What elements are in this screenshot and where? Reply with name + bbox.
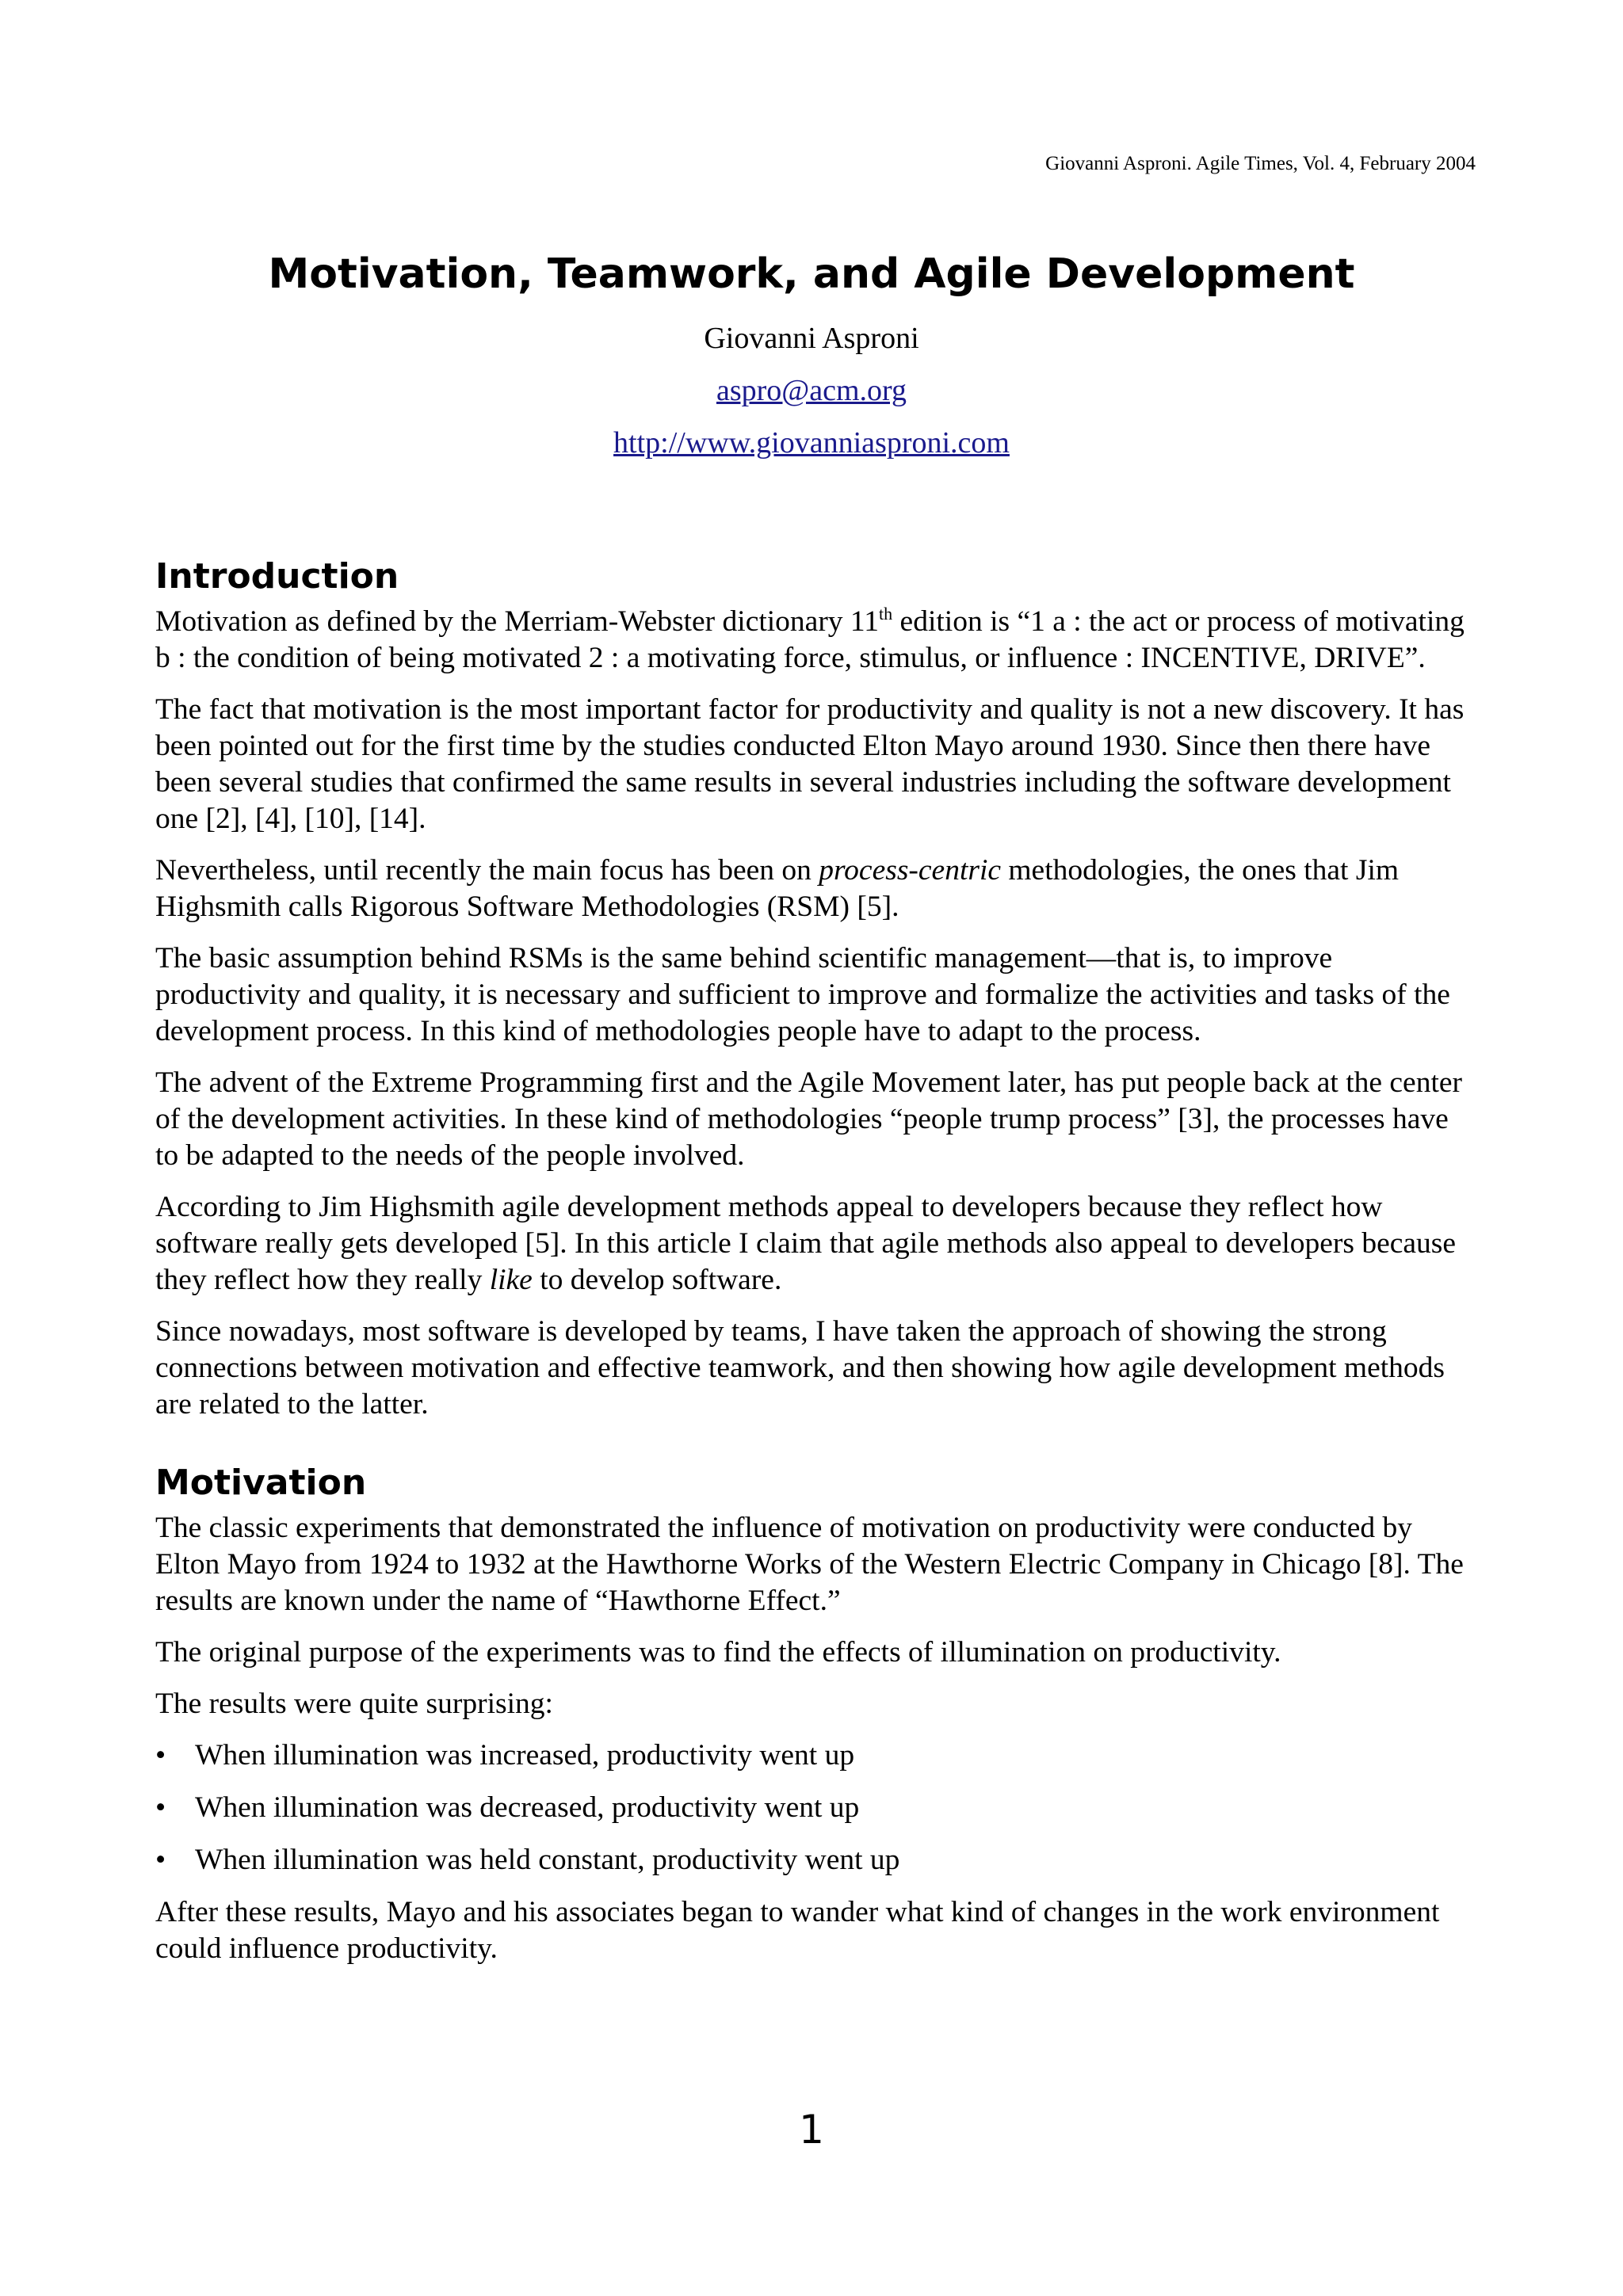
paragraph: The classic experiments that demonstrated the influence of motivation on productivity were conducted by Elton Mayo from 1924 to 1932 at the Hawthorne Works of the Western Electric Company in Chicago [8]. The results are known under the name of “Hawthorne Effect.” xyxy=(155,1512,1464,1617)
paragraph: The advent of the Extreme Programming first and the Agile Movement later, has put people back at the center of the development activities. In these kind of methodologies “people trump process” [3], the processes have to be adapted to the needs of the people involved. xyxy=(155,1066,1462,1172)
paragraph: The original purpose of the experiments was to find the effects of illumination on productivity. xyxy=(155,1636,1281,1669)
author-block xyxy=(0,312,1623,469)
running-header: Giovanni Asproni. Agile Times, Vol. 4, February 2004 xyxy=(1045,153,1476,174)
list-item: • When illumination was held constant, productivity went up xyxy=(155,1842,1472,1878)
author-name: Giovanni Asproni xyxy=(704,322,919,355)
section-heading-motivation: Motivation xyxy=(155,1463,367,1503)
superscript: th xyxy=(879,604,893,624)
paragraph: Nevertheless, until recently the main focus has been on process-centric methodologies, the ones that Jim Highsmith calls Rigorous Software Methodologies (RSM) [5]. xyxy=(155,854,1400,923)
paragraph: The fact that motivation is the most important factor for productivity and quality is not a new discovery. It has been pointed out for the first time by the studies conducted Elton Mayo around 1930. Since then there have been several studies that confirmed the same results in several industries including the software development one [2], [4], [10], [14]. xyxy=(155,693,1465,835)
page-number: 1 xyxy=(799,2107,824,2153)
bullet-icon: • xyxy=(155,1791,166,1824)
list-item: • When illumination was increased, productivity went up xyxy=(155,1737,1472,1774)
paragraph: Motivation as defined by the Merriam-Webster dictionary 11th edition is “1 a : the act or process of motivating b : the condition of being motivated 2 : a motivating force, stimulus, or influence : INCENTIVE, DRIVE”. xyxy=(155,604,1465,674)
paragraph: The basic assumption behind RSMs is the same behind scientific management—that is, to improve productivity and quality, it is necessary and sufficient to improve and formalize the activities and tasks of the development process. In this kind of methodologies people have to adapt to the process. xyxy=(155,942,1450,1047)
bullet-icon: • xyxy=(155,1844,166,1876)
list-item: • When illumination was decreased, productivity went up xyxy=(155,1790,1472,1826)
paragraph: After these results, Mayo and his associates began to wander what kind of changes in the work environment could influence productivity. xyxy=(155,1896,1440,1965)
paragraph: Since nowadays, most software is developed by teams, I have taken the approach of showing the strong connections between motivation and effective teamwork, and then showing how agile development methods are related to the latter. xyxy=(155,1315,1445,1421)
section-heading-introduction: Introduction xyxy=(155,556,399,597)
author-website-link[interactable]: http://www.giovanniasproni.com xyxy=(613,426,1010,460)
bullet-icon: • xyxy=(155,1739,166,1772)
article-body xyxy=(155,555,1472,1982)
bullet-list xyxy=(155,1737,1472,1878)
paper-title: Motivation, Teamwork, and Agile Development xyxy=(268,250,1355,298)
paragraph: According to Jim Highsmith agile development methods appeal to developers because they reflect how software really gets developed [5]. In this article I claim that agile methods also appeal to developers because they reflect how they really like to develop software. xyxy=(155,1191,1457,1296)
paragraph: The results were quite surprising: xyxy=(155,1688,553,1720)
emphasis: process-centric xyxy=(819,854,1002,887)
emphasis: like xyxy=(489,1264,533,1296)
author-email-link[interactable]: aspro@acm.org xyxy=(716,374,907,407)
